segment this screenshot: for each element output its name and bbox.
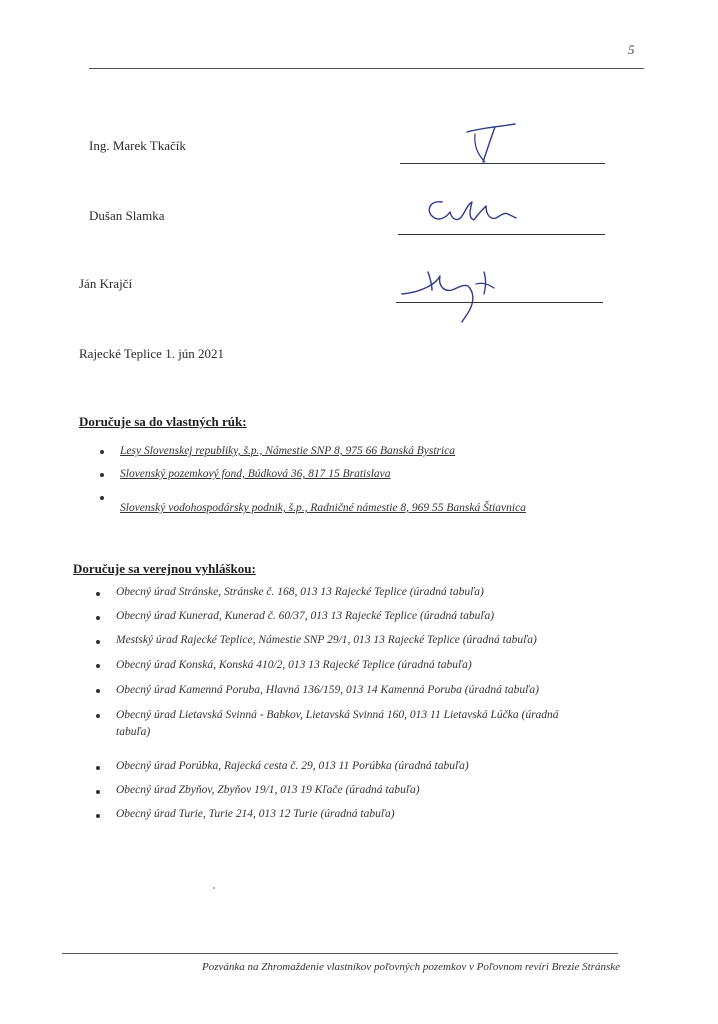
footer-text: Pozvánka na Zhromaždenie vlastníkov poľovných pozemkov v Poľovnom revíri Brezie Stránske xyxy=(202,961,620,973)
bullet-icon xyxy=(96,689,100,693)
bullet-icon xyxy=(100,450,104,454)
public-notice-recipient: Mestský úrad Rajecké Teplice, Námestie SNP 29/1, 013 13 Rajecké Teplice (úradná tabuľa) xyxy=(116,634,537,646)
bullet-icon xyxy=(96,766,100,770)
footer-rule xyxy=(62,953,618,954)
signatory-name: Ing. Marek Tkačík xyxy=(89,138,186,153)
place-and-date: Rajecké Teplice 1. jún 2021 xyxy=(79,346,225,361)
signature-line-2 xyxy=(398,234,605,235)
public-notice-recipient: Obecný úrad Konská, Konská 410/2, 013 13 Rajecké Teplice (úradná tabuľa) xyxy=(116,659,472,671)
bullet-icon xyxy=(100,473,104,477)
bullet-icon xyxy=(96,592,100,596)
signature-2 xyxy=(420,192,520,232)
signature-line-3 xyxy=(396,302,603,303)
scan-speck xyxy=(213,887,215,889)
public-notice-heading: Doručuje sa verejnou vyhláškou: xyxy=(73,561,256,576)
personal-delivery-recipient: Lesy Slovenskej republiky, š.p., Námestie SNP 8, 975 66 Banská Bystrica xyxy=(120,445,456,457)
bullet-icon xyxy=(96,714,100,718)
bullet-icon xyxy=(96,664,100,668)
personal-delivery-recipient: Slovenský vodohospodársky podnik, š.p., Radničné námestie 8, 969 55 Banská Štiavnica xyxy=(120,502,526,514)
public-notice-recipient: Obecný úrad Lietavská Svinná - Babkov, Lietavská Svinná 160, 013 11 Lietavská Lúčka (úradná tabuľa) xyxy=(116,709,559,738)
bullet-icon xyxy=(96,790,100,794)
public-notice-recipient: Obecný úrad Turie, Turie 214, 013 12 Turie (úradná tabuľa) xyxy=(116,808,395,820)
signature-3 xyxy=(392,264,502,324)
signature-line-1 xyxy=(400,163,605,164)
page-number: 5 xyxy=(628,42,635,57)
bullet-icon xyxy=(100,496,104,500)
bullet-icon xyxy=(96,616,100,620)
personal-delivery-heading: Doručuje sa do vlastných rúk: xyxy=(79,414,247,429)
signatory-name: Ján Krajčí xyxy=(79,276,133,291)
bullet-icon xyxy=(96,814,100,818)
public-notice-recipient: Obecný úrad Kunerad, Kunerad č. 60/37, 013 13 Rajecké Teplice (úradná tabuľa) xyxy=(116,610,495,622)
signatory-name: Dušan Slamka xyxy=(89,208,165,223)
public-notice-recipient: Obecný úrad Porúbka, Rajecká cesta č. 29, 013 11 Porúbka (úradná tabuľa) xyxy=(116,760,469,772)
public-notice-recipient: Obecný úrad Zbyňov, Zbyňov 19/1, 013 19 Kľače (úradná tabuľa) xyxy=(116,784,420,796)
bullet-icon xyxy=(96,640,100,644)
public-notice-recipient: Obecný úrad Kamenná Poruba, Hlavná 136/159, 013 14 Kamenná Poruba (úradná tabuľa) xyxy=(116,684,539,696)
header-rule xyxy=(89,68,644,69)
public-notice-recipient: Obecný úrad Stránske, Stránske č. 168, 013 13 Rajecké Teplice (úradná tabuľa) xyxy=(116,586,484,598)
signature-1 xyxy=(455,118,535,168)
personal-delivery-recipient: Slovenský pozemkový fond, Búdková 36, 817 15 Bratislava xyxy=(120,468,391,480)
